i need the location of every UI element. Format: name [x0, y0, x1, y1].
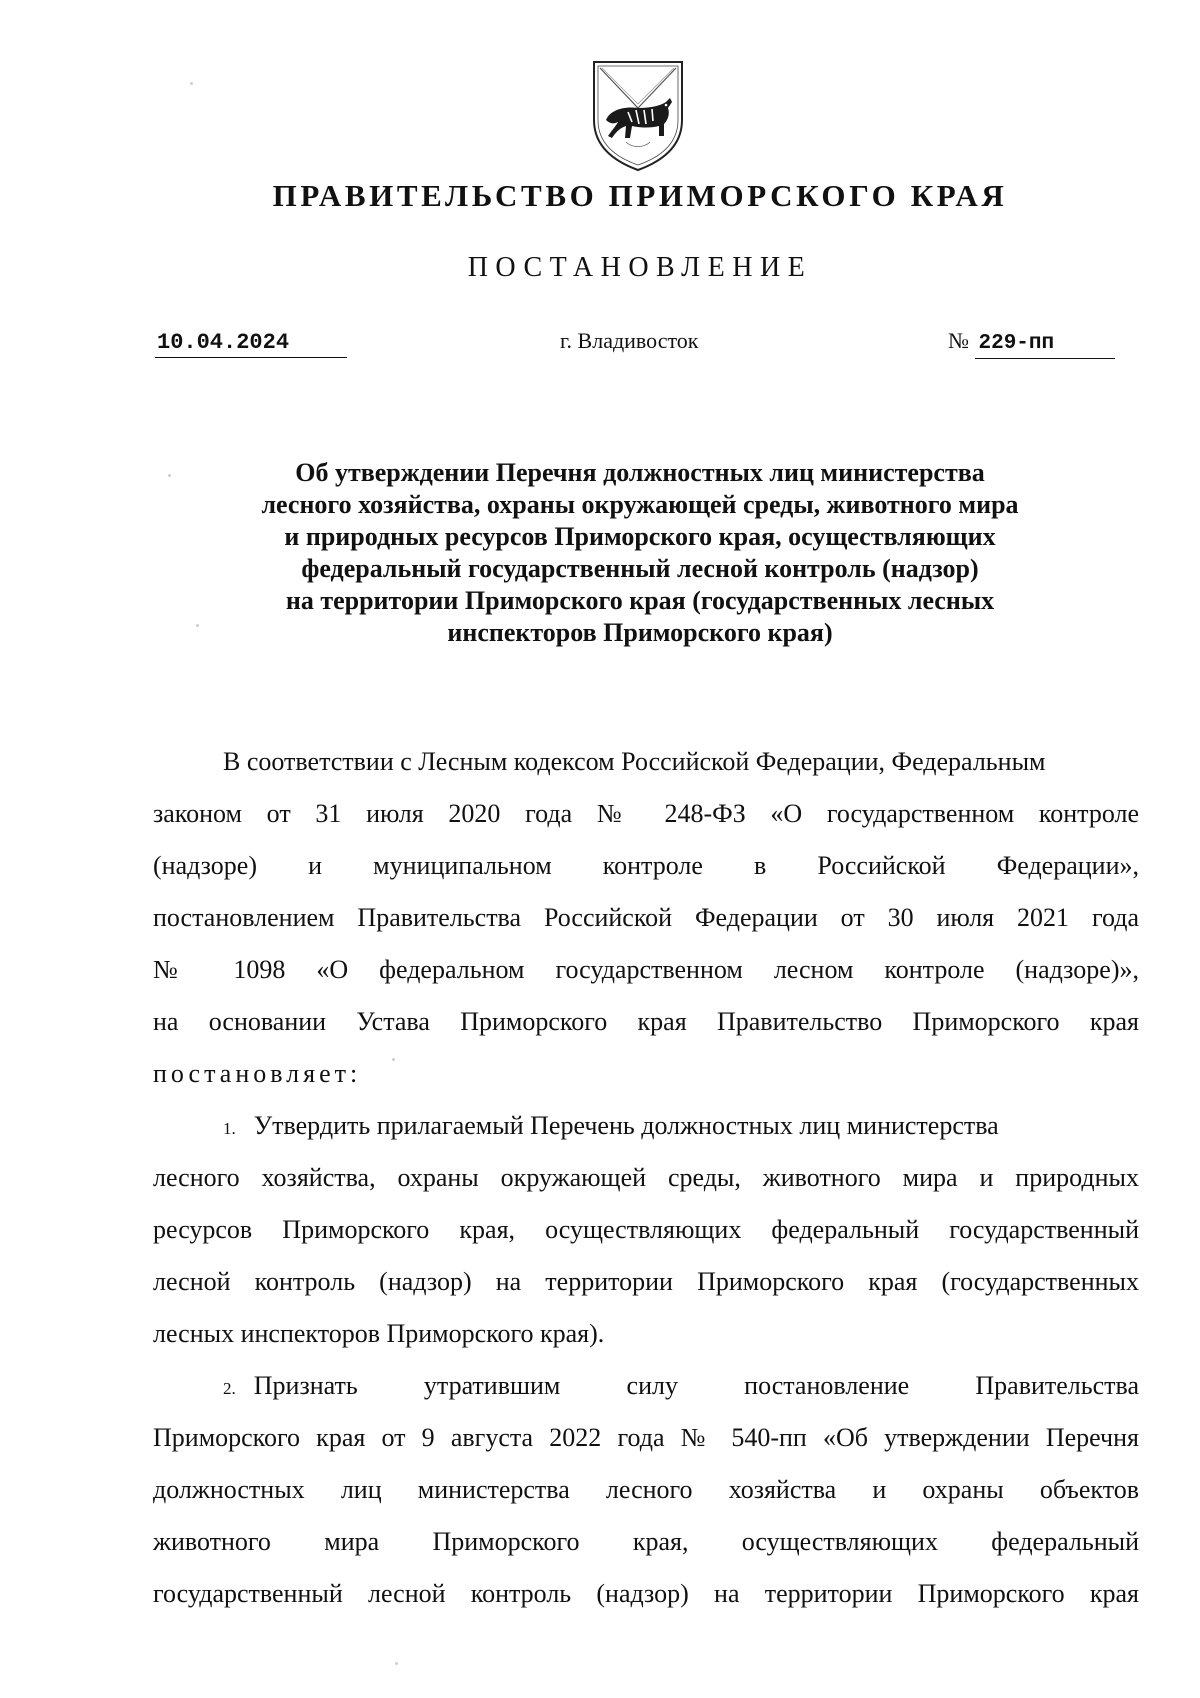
- item-2-paragraph: [153, 1360, 1139, 1620]
- document-city: г. Владивосток: [560, 328, 699, 353]
- scan-speck: [168, 474, 171, 477]
- title-line: лесного хозяйства, охраны окружающей среды, животного мира: [261, 490, 1019, 519]
- body-line: на основании Устава Приморского края Правительство Приморского края: [153, 1007, 1139, 1036]
- body-line: ресурсов Приморского края, осуществляющих федеральный государственный: [153, 1215, 1139, 1244]
- body-line: животного мира Приморского края, осуществляющих федеральный: [153, 1527, 1139, 1556]
- body-line: должностных лиц министерства лесного хозяйства и охраны объектов: [153, 1475, 1139, 1504]
- body-line: [153, 1360, 1139, 1412]
- body-line: постановлением Правительства Российской Федерации от 30 июля 2021 года: [153, 903, 1139, 932]
- preamble-paragraph: [153, 736, 1139, 1100]
- resolves-word: постановляет:: [153, 1059, 362, 1088]
- body-line: № 1098 «О федеральном государственном лесном контроле (надзоре)»,: [153, 955, 1139, 984]
- number-sign: №: [948, 328, 969, 353]
- body-line: лесной контроль (надзор) на территории Приморского края (государственных: [153, 1267, 1139, 1296]
- title-line: и природных ресурсов Приморского края, осуществляющих: [284, 522, 996, 551]
- document-title: [160, 457, 1120, 649]
- body-line: (надзоре) и муниципальном контроле в Российской Федерации»,: [153, 851, 1139, 880]
- title-line: инспекторов Приморского края): [447, 618, 833, 647]
- body-line: [153, 1100, 1139, 1152]
- scan-speck: [392, 1058, 395, 1061]
- item-1-paragraph: [153, 1100, 1139, 1360]
- government-name: ПРАВИТЕЛЬСТВО ПРИМОРСКОГО КРАЯ: [272, 178, 1008, 213]
- item-text: Утвердить прилагаемый Перечень должностных лиц министерства: [253, 1111, 999, 1140]
- body-line: государственный лесной контроль (надзор) на территории Приморского края: [153, 1579, 1139, 1608]
- item-text: Признать утратившим силу постановление Правительства: [253, 1371, 1139, 1400]
- title-line: на территории Приморского края (государственных лесных: [285, 586, 995, 615]
- document-body: [153, 736, 1139, 1620]
- scan-speck: [190, 82, 193, 85]
- document-type: ПОСТАНОВЛЕНИЕ: [467, 252, 813, 283]
- body-line: законом от 31 июля 2020 года № 248-ФЗ «О государственном контроле: [153, 799, 1139, 828]
- title-line: федеральный государственный лесной контроль (надзор): [301, 554, 979, 583]
- scan-speck: [196, 624, 199, 627]
- coat-of-arms-emblem: [588, 58, 688, 176]
- item-number: 1.: [223, 1119, 236, 1138]
- body-line: В соответствии с Лесным кодексом Российской Федерации, Федеральным: [223, 747, 1046, 776]
- body-line: Приморского края от 9 августа 2022 года № 540-пп «Об утверждении Перечня: [153, 1423, 1139, 1452]
- scan-speck: [395, 1662, 398, 1665]
- document-number: 229-пп: [975, 330, 1115, 359]
- document-number-field: [948, 327, 1124, 359]
- title-line: Об утверждении Перечня должностных лиц министерства: [295, 458, 985, 487]
- body-line: лесных инспекторов Приморского края).: [153, 1319, 605, 1348]
- item-number: 2.: [223, 1379, 236, 1398]
- body-line: лесного хозяйства, охраны окружающей среды, животного мира и природных: [153, 1163, 1139, 1192]
- document-date: 10.04.2024: [155, 329, 347, 358]
